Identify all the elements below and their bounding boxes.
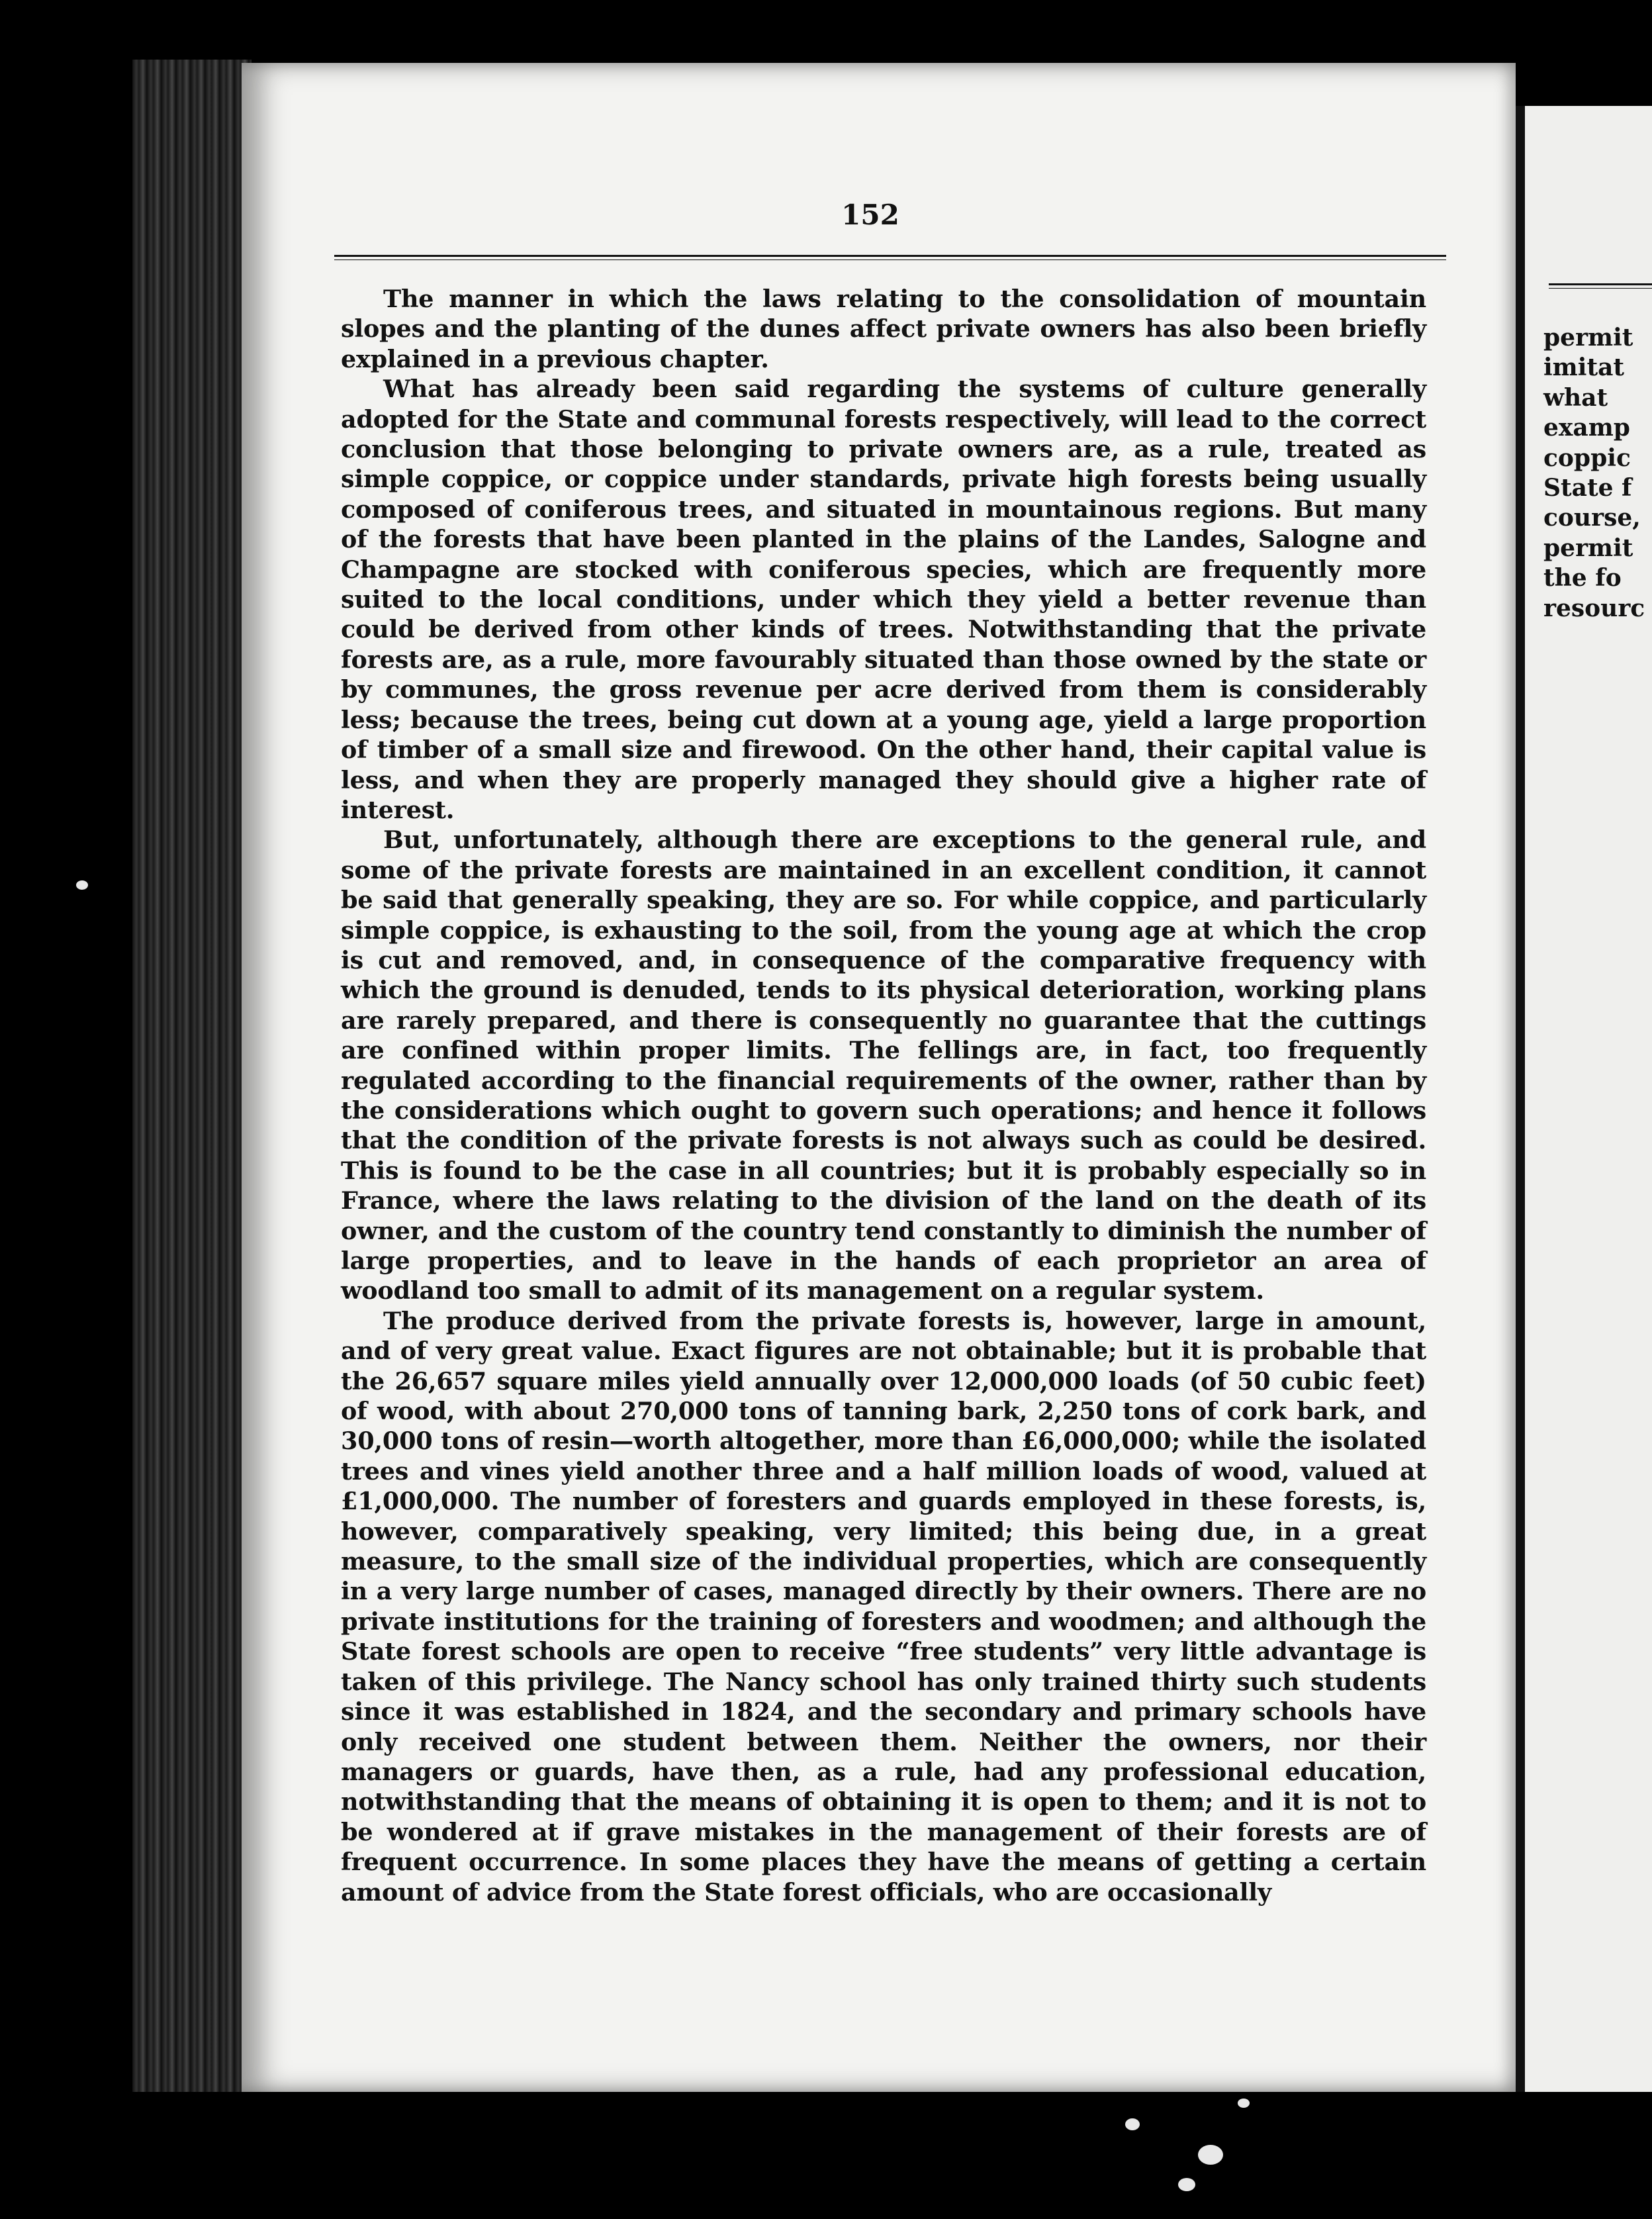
paragraph-2: What has already been said regarding the systems of culture generally adopted for the State and communal forests respectively, will lead to the correct conclusion that those belonging to private owners are, as a rule, treated as simple coppice, or coppice under standards, private high forests being usually composed of coniferous trees, and situated in mountainous regions. But many of the forests that have been planted in the plains of the Landes, Salogne and Champagne are stocked with coniferous species, which are frequently more suited to the local conditions, under which they yield a better revenue than could be derived from other kinds of trees. Notwithstanding that the private forests are, as a rule, more favourably situated than those owned by the state or by communes, the gross revenue per acre derived from them is considerably less; because the trees, being cut down at a young age, yield a large proportion of timber of a small size and firewood. On the other hand, their capital value is less, and when they are properly managed they should give a higher rate of interest. (341, 375, 1426, 824)
scan-speck (1178, 2178, 1195, 2191)
book-page (242, 63, 1516, 2092)
next-page-line: the fo (1543, 564, 1622, 592)
scan-speck (1125, 2118, 1140, 2130)
book-binding (132, 60, 252, 2092)
scan-speck (1238, 2099, 1250, 2108)
next-page-line: what (1543, 383, 1608, 412)
next-page-line: resourc (1543, 594, 1645, 622)
scan-speck (1198, 2145, 1223, 2165)
next-page-line: imitat (1543, 354, 1625, 382)
next-page-line: permit (1543, 324, 1633, 352)
header-rule (334, 255, 1446, 260)
next-page-line: coppic (1543, 444, 1631, 472)
paragraph-4: The produce derived from the private forests is, however, large in amount, and of very great value. Exact figures are not obtainable; but it is probable that the 26,657 square miles yield annually over 12,000,000 loads (of 50 cubic feet) of wood, with about 270,000 tons of tanning bark, 2,250 tons of cork bark, and 30,000 tons of resin—worth altogether, more than £6,000,000; while the isolated trees and vines yield another three and a half million loads of wood, valued at £1,000,000. The number of foresters and guards employed in these forests, is, however, comparatively speaking, very limited; this being due, in a great measure, to the small size of the individual properties, which are consequently in a very large number of cases, managed directly by their owners. There are no private institutions for the training of foresters and woodmen; and although the State forest schools are open to receive “free students” very little advantage is taken of this privilege. The Nancy school has only trained thirty such students since it was established in 1824, and the secondary and primary schools have only received one student between them. Neither the owners, nor their managers or guards, have then, as a rule, had any professional education, notwithstanding that the means of obtaining it is open to them; and it is not to be wondered at if grave mistakes in the management of their forests are of frequent occurrence. In some places they have the means of getting a certain amount of advice from the State forest officials, who are occasionally (341, 1306, 1426, 1907)
paragraph-1: The manner in which the laws relating to the consolidation of mountain slopes and the planting of the dunes affect private owners has also been briefly explained in a previous chapter. (341, 285, 1426, 373)
paragraph-3: But, unfortunately, although there are exceptions to the general rule, and some of the private forests are maintained in an excellent condition, it cannot be said that generally speaking, they are so. For while coppice, and particularly simple coppice, is exhausting to the soil, from the young age at which the crop is cut and removed, and, in consequence of the comparative frequency with which the ground is denuded, tends to its physical deterioration, working plans are rarely prepared, and there is consequently no guarantee that the cuttings are confined within proper limits. The fellings are, in fact, too frequently regulated according to the financial requirements of the owner, rather than by the considerations which ought to govern such operations; and hence it follows that the condition of the private forests is not always such as could be desired. This is found to be the case in all countries; but it is probably especially so in France, where the laws relating to the division of the land on the death of its owner, and the custom of the country tend constantly to diminish the number of large properties, and to leave in the hands of each proprietor an area of woodland too small to admit of its management on a regular system. (341, 826, 1426, 1305)
next-page-edge (1516, 106, 1652, 2092)
body-text (341, 284, 1426, 1907)
page-number: 152 (841, 199, 899, 231)
scan-speck (76, 880, 88, 890)
next-page-line: State f (1543, 474, 1632, 502)
next-page-line: permit (1543, 534, 1633, 562)
next-page-line: course, (1543, 504, 1641, 532)
next-page-lines (1543, 323, 1645, 624)
next-page-rule (1549, 283, 1652, 289)
next-page-line: examp (1543, 414, 1630, 442)
page-content (341, 195, 1426, 1907)
